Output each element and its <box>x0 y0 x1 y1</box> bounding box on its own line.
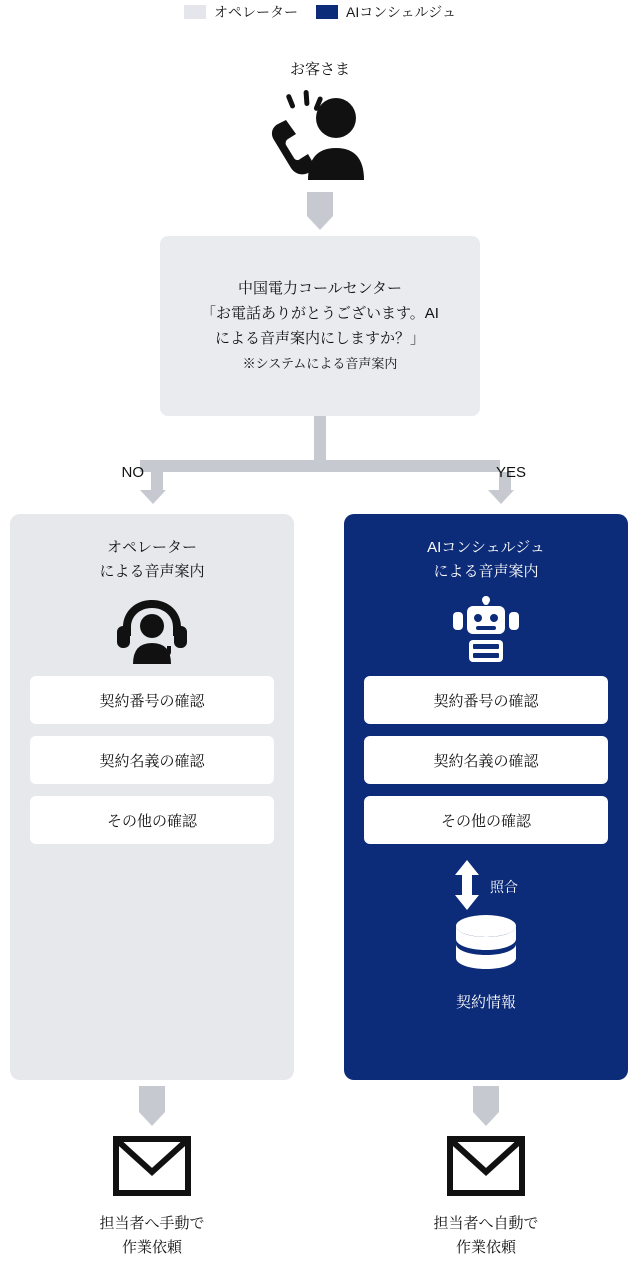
call-center-line3: による音声案内にしますか？」 <box>214 329 425 347</box>
legend-swatch-navy-icon <box>316 5 338 19</box>
legend-item-ai <box>316 2 456 22</box>
list-item: 契約番号の確認 <box>364 676 608 724</box>
operator-title-line2: による音声案内 <box>99 563 205 580</box>
call-center-note: ※システムによる音声案内 <box>242 356 398 372</box>
ai-item-list <box>344 676 628 844</box>
ai-title-line1: AIコンシェルジュ <box>427 539 545 556</box>
call-center-line2: 「お電話ありがとうございます。AI <box>201 304 439 322</box>
database-icon <box>449 914 523 983</box>
arrow-right-to-mail <box>473 1086 499 1126</box>
list-item: その他の確認 <box>364 796 608 844</box>
list-item: その他の確認 <box>30 796 274 844</box>
database-block <box>344 914 628 1012</box>
envelope-icon <box>113 1136 191 1201</box>
legend-label-ai: AIコンシェルジュ <box>346 4 456 20</box>
legend-item-operator <box>184 2 298 22</box>
list-item: 契約名義の確認 <box>30 736 274 784</box>
ai-branch-title <box>344 514 628 584</box>
ai-title-line2: による音声案内 <box>433 563 539 580</box>
headset-operator-icon <box>10 596 294 664</box>
match-label: 照合 <box>490 879 518 895</box>
customer-label: お客さま <box>289 61 350 78</box>
operator-item-list <box>10 676 294 844</box>
robot-icon <box>344 596 628 664</box>
branch-label-yes: YES <box>496 464 527 481</box>
envelope-icon <box>447 1136 525 1201</box>
database-label: 契約情報 <box>455 994 516 1011</box>
split-bar <box>140 460 500 472</box>
list-item: 契約番号の確認 <box>30 676 274 724</box>
split-stem <box>314 416 326 460</box>
operator-title-line1: オペレーター <box>106 539 197 556</box>
operator-branch-title <box>10 514 294 584</box>
right-footer-text <box>344 1212 628 1260</box>
arrow-left-to-mail <box>139 1086 165 1126</box>
left-footer-text <box>10 1212 294 1260</box>
right-footer-line1: 担当者へ自動で <box>433 1215 539 1232</box>
legend-swatch-gray-icon <box>184 5 206 19</box>
legend <box>0 0 640 24</box>
branch-label-no: NO <box>121 464 144 481</box>
person-calling-icon <box>258 88 382 180</box>
legend-label-operator: オペレーター <box>214 4 299 20</box>
match-row <box>344 862 628 912</box>
right-footer-line2: 作業依頼 <box>455 1239 516 1256</box>
call-center-line1: 中国電力コールセンター <box>237 280 403 298</box>
arrow-customer-to-center <box>307 192 333 230</box>
ai-branch-panel <box>344 514 628 1080</box>
operator-branch-panel <box>10 514 294 1080</box>
call-center-box <box>160 236 480 416</box>
left-footer-line1: 担当者へ手動で <box>99 1215 205 1232</box>
list-item: 契約名義の確認 <box>364 736 608 784</box>
double-arrow-vertical-icon <box>454 860 480 915</box>
left-footer-line2: 作業依頼 <box>121 1239 182 1256</box>
